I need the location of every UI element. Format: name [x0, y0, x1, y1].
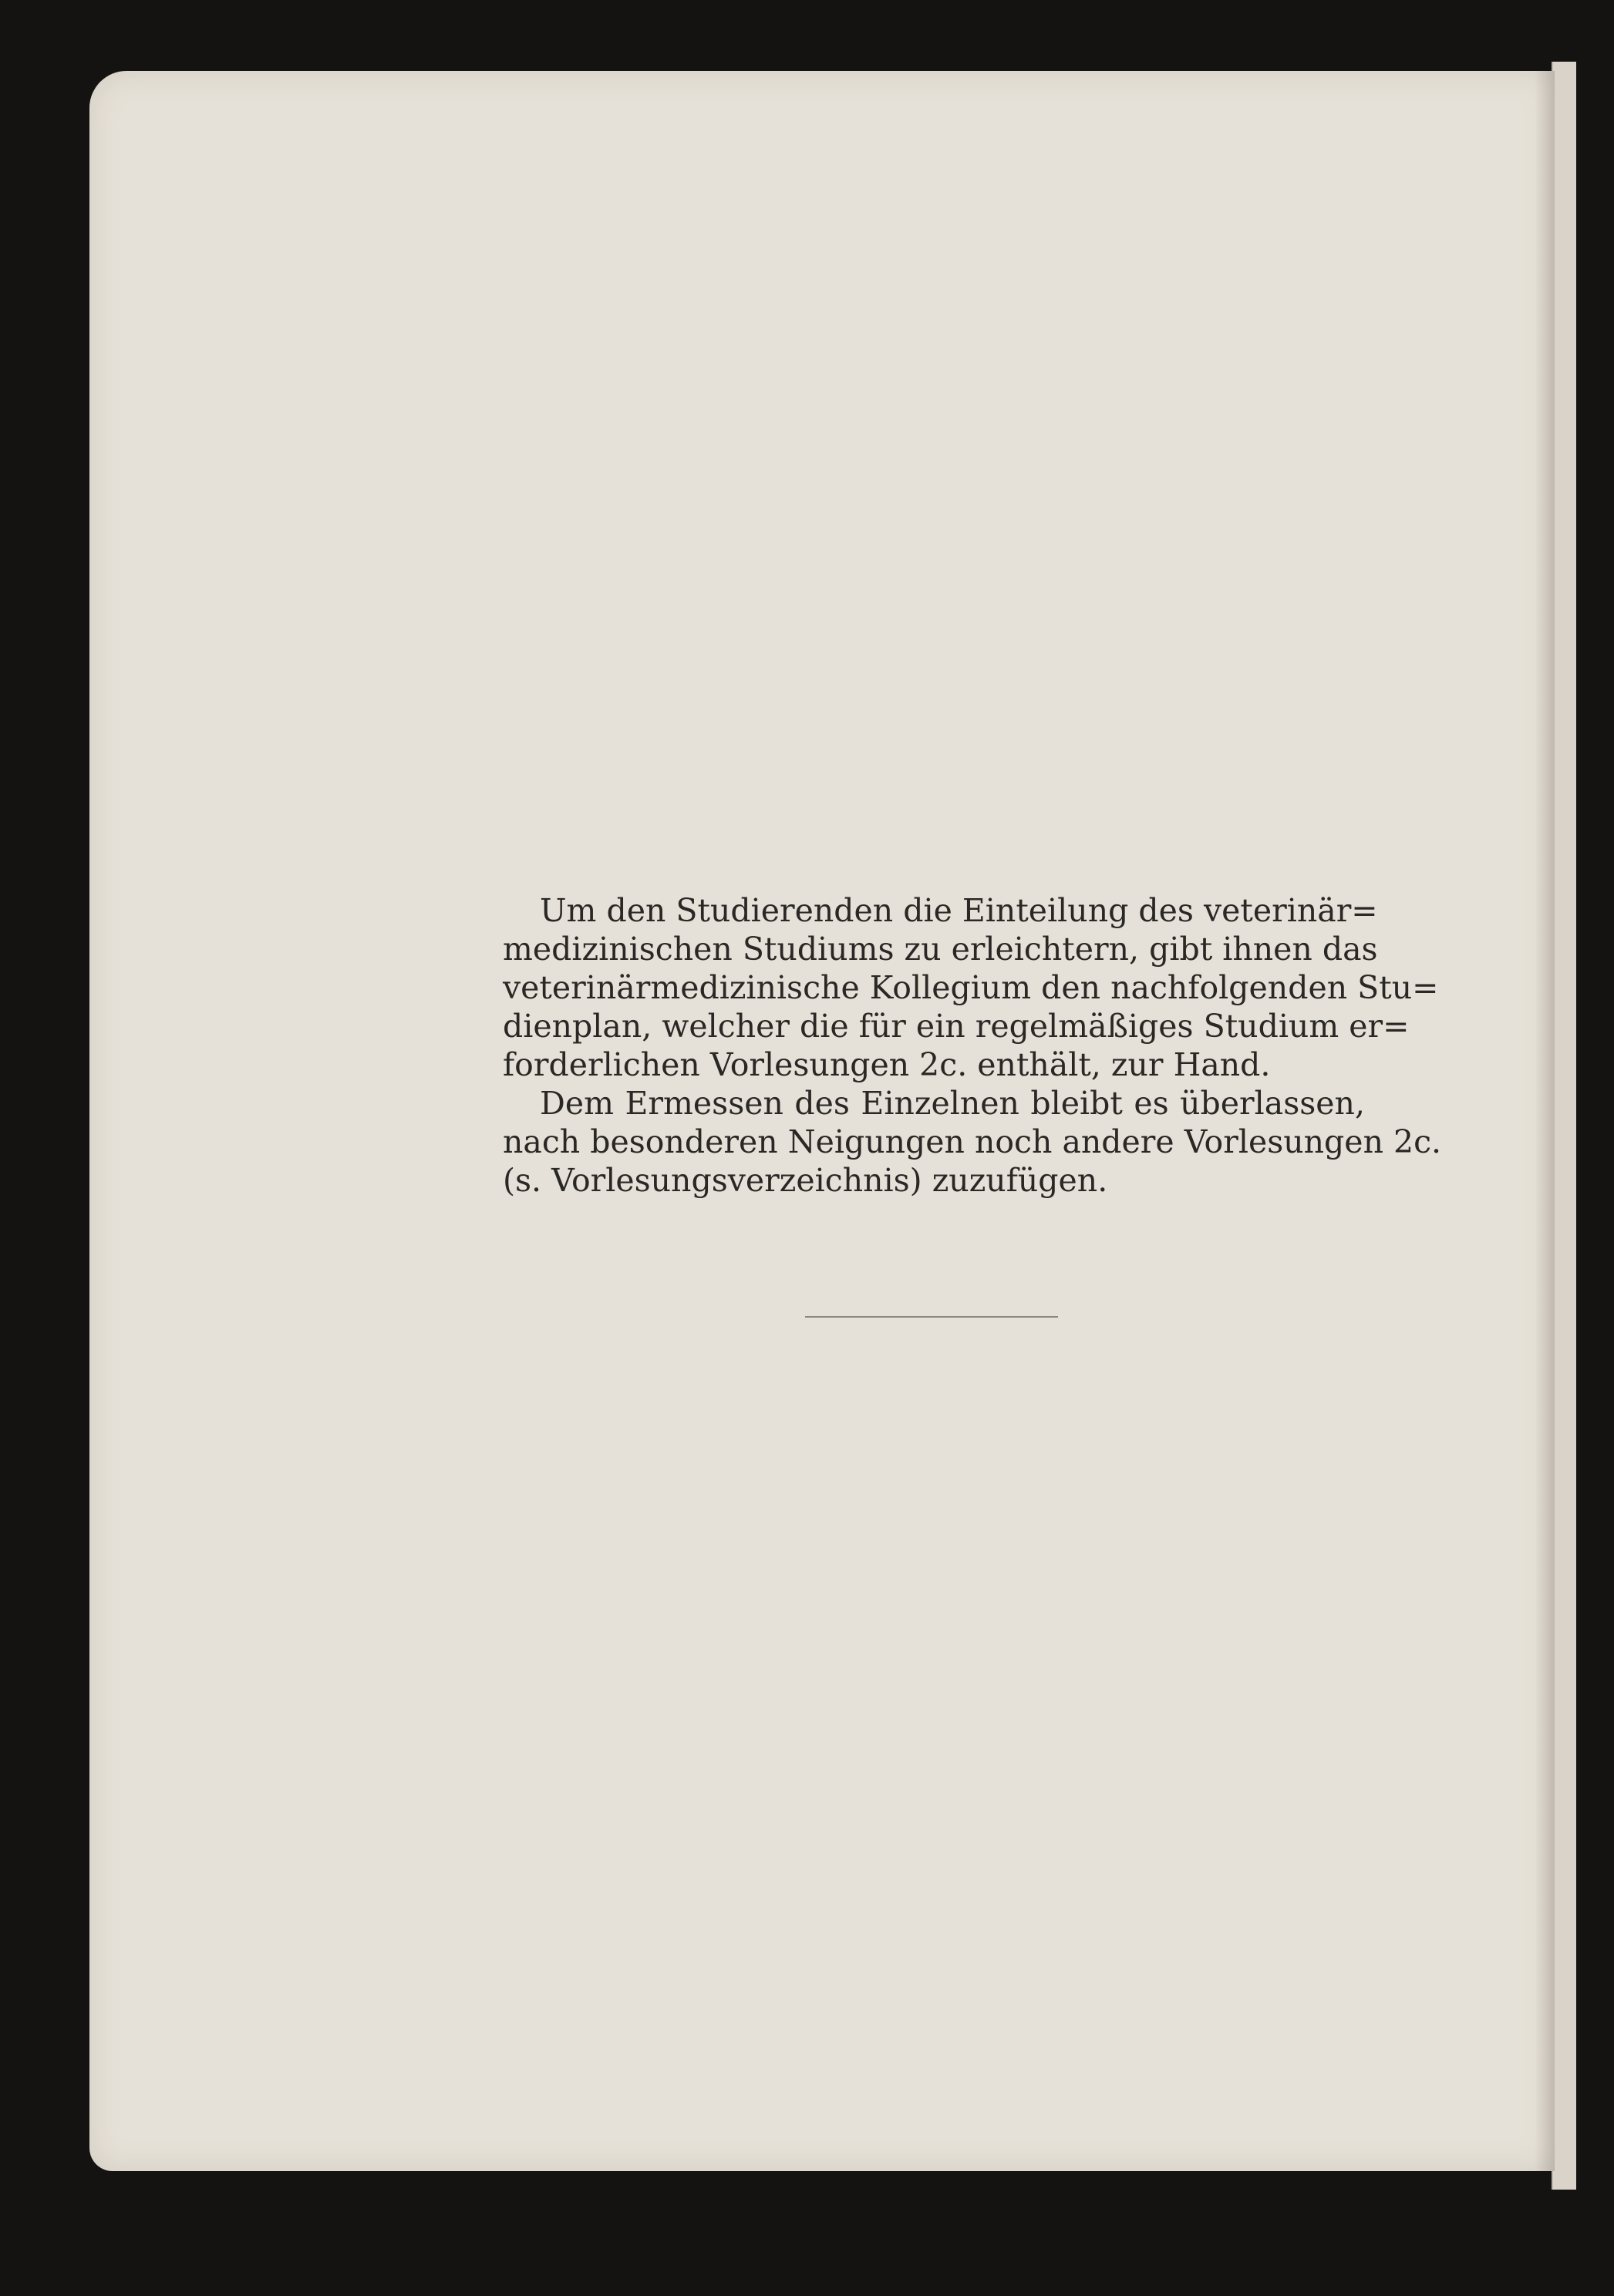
- spine-shadow: [1535, 71, 1555, 2171]
- separator-rule: [805, 1316, 1058, 1318]
- text-line: Um den Studierenden die Einteilung des veterinär=: [540, 892, 1378, 929]
- paragraph-1: [503, 891, 1439, 1084]
- text-line: forderlichen Vorlesungen 2c. enthält, zur Hand.: [503, 1046, 1271, 1083]
- text-line: veterinärmedizinische Kollegium den nachfolgenden Stu=: [503, 969, 1439, 1006]
- paragraph-2: [503, 1084, 1442, 1200]
- text-line: nach besonderen Neigungen noch andere Vorlesungen 2c.: [503, 1123, 1442, 1160]
- text-line: medizinischen Studiums zu erleichtern, gibt ihnen das: [503, 931, 1378, 968]
- text-line: (s. Vorlesungsverzeichnis) zuzufügen.: [503, 1162, 1108, 1199]
- text-line: dienplan, welcher die für ein regelmäßiges Studium er=: [503, 1008, 1410, 1045]
- text-line: Dem Ermessen des Einzelnen bleibt es überlassen,: [540, 1085, 1365, 1122]
- body-text: [503, 891, 1442, 1200]
- adjacent-page-edge: [1552, 62, 1576, 2190]
